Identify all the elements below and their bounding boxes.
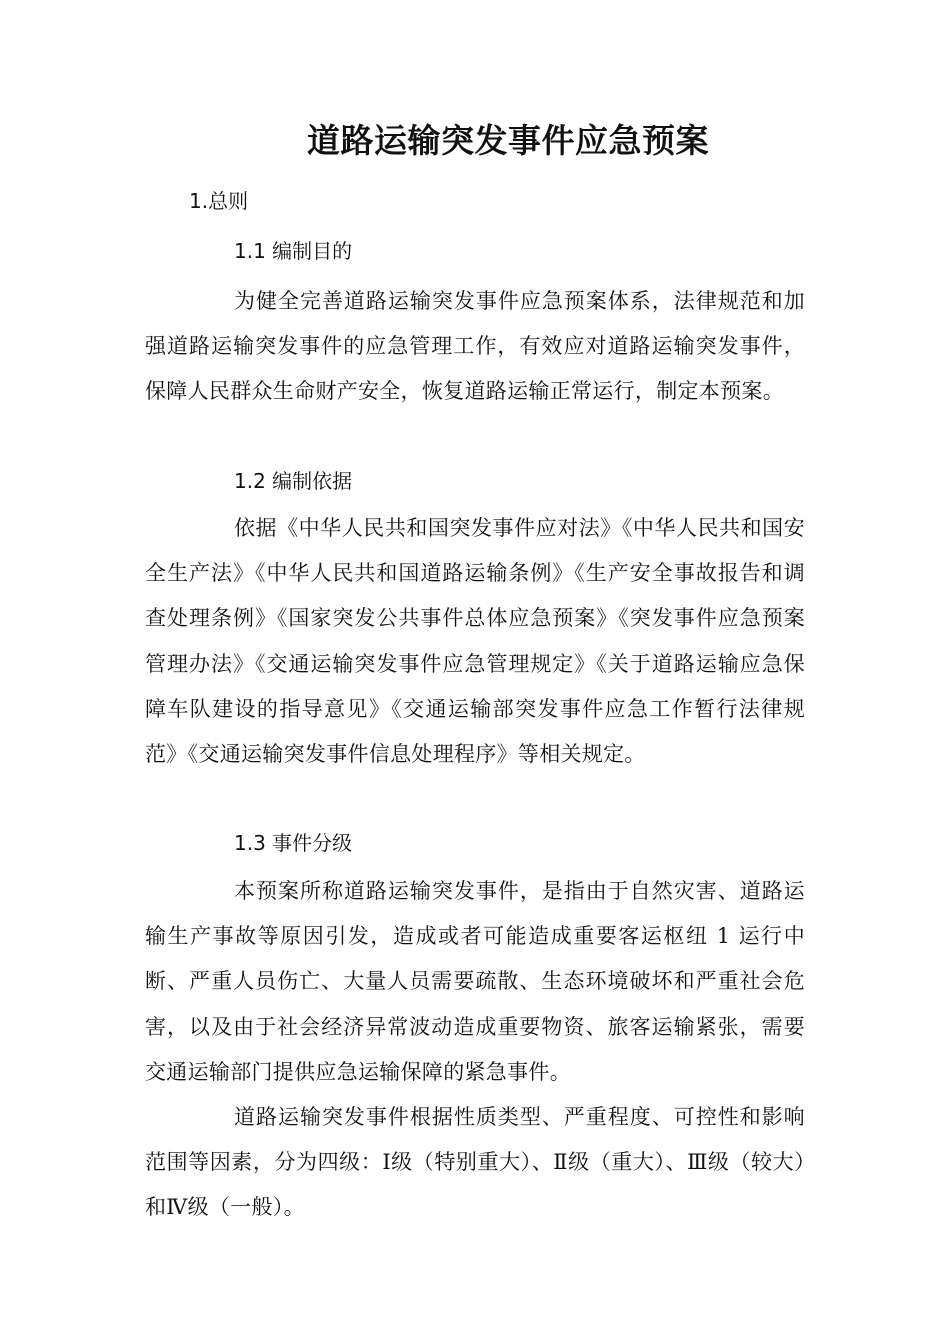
paragraph-event-levels: 道路运输突发事件根据性质类型、严重程度、可控性和影响范围等因素，分为四级：Ⅰ级（特别重大）、Ⅱ级（重大）、Ⅲ级（较大）和Ⅳ级（一般）。 xyxy=(145,1105,805,1220)
paragraph-basis: 依据《中华人民共和国突发事件应对法》《中华人民共和国安全生产法》《中华人民共和国道路运输条例》《生产安全事故报告和调查处理条例》《国家突发公共事件总体应急预案》《突发事件应急预案管理办法》《交通运输突发事件应急管理规定》《关于道路运输应急保障车队建设的指导意见》《交通运输部突发事件应急工作暂行法律规范》《交通运输突发事件信息处理程序》等相关规定。 xyxy=(145,516,805,767)
section-heading-general: 1.总则 xyxy=(189,189,249,213)
paragraph-event-definition: 本预案所称道路运输突发事件，是指由于自然灾害、道路运输生产事故等原因引发，造成或者可能造成重要客运枢纽 1 运行中断、严重人员伤亡、大量人员需要疏散、生态环境破坏和严重社会危害，以及由于社会经济异常波动造成重要物资、旅客运输紧张，需要交通运输部门提供应急运输保障的紧急事件。 xyxy=(145,879,805,1084)
paragraph-purpose: 为健全完善道路运输突发事件应急预案体系，法律规范和加强道路运输突发事件的应急管理工作，有效应对道路运输突发事件，保障人民群众生命财产安全，恢复道路运输正常运行，制定本预案。 xyxy=(145,289,805,404)
document-title: 道路运输突发事件应急预案 xyxy=(307,121,709,160)
section-heading-basis: 1.2 编制依据 xyxy=(234,469,353,493)
section-heading-purpose: 1.1 编制目的 xyxy=(234,239,353,263)
section-heading-classification: 1.3 事件分级 xyxy=(234,831,353,855)
